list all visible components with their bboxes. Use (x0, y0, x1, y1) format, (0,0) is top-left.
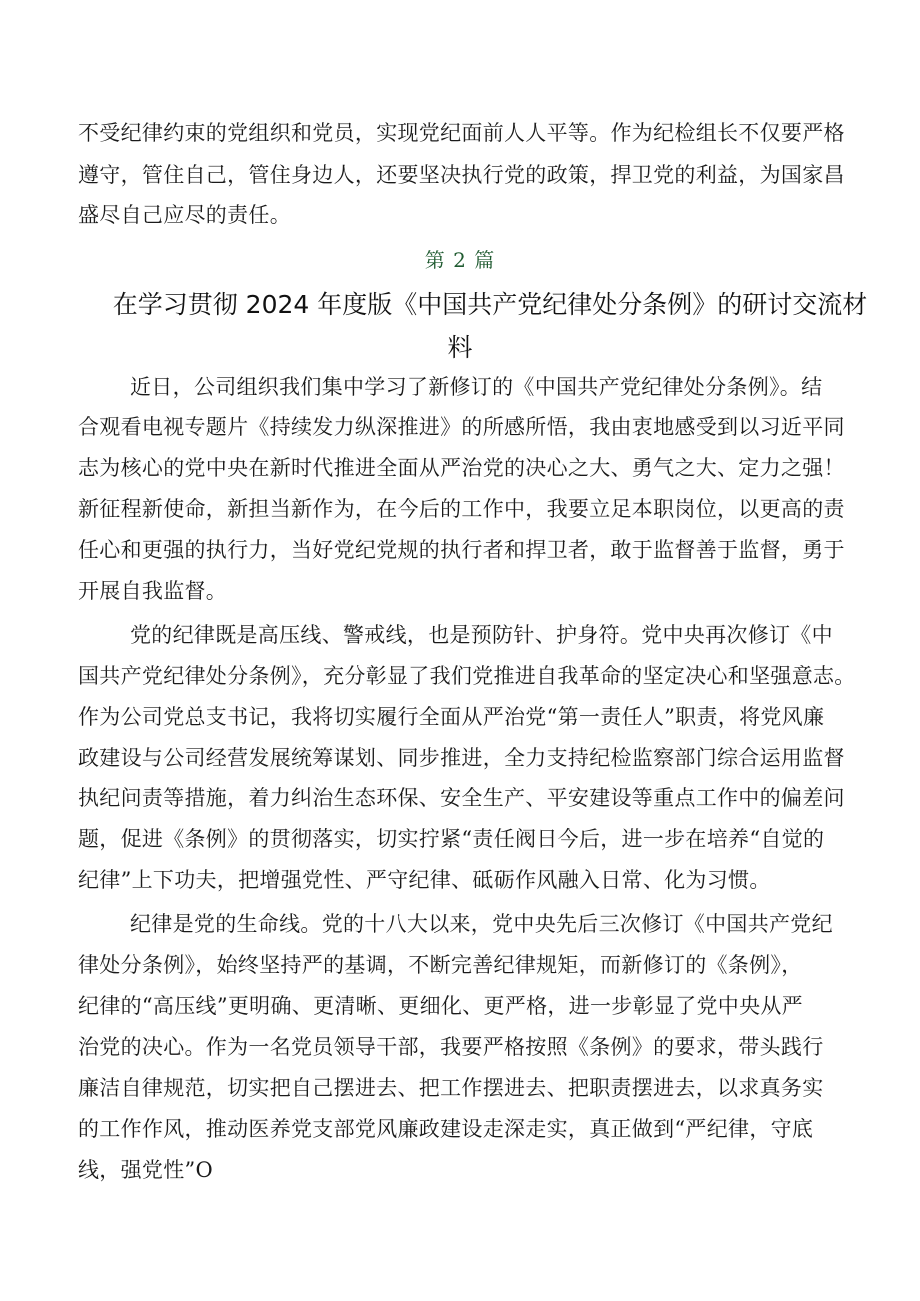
paragraph-line: 纪律是党的生命线。党的十八大以来，党中央先后三次修订《中国共产党纪 (130, 912, 833, 936)
paragraph-line: 合观看电视专题片《持续发力纵深推进》的所感所悟，我由衷地感受到以习近平同 (78, 415, 845, 439)
paragraph-line: 题，促进《条例》的贯彻落实，切实拧紧“责任阀日今后，进一步在培养“自觉的 (78, 827, 825, 851)
paragraph-line: 任心和更强的执行力，当好党纪党规的执行者和捍卫者，敢于监督善于监督，勇于 (78, 538, 845, 562)
paragraph-line: 纪律的“高压线”更明确、更清晰、更细化、更严格，进一步彰显了党中央从严 (78, 994, 803, 1018)
paragraph-line: 国共产党纪律处分条例》，充分彰显了我们党推进自我革命的坚定决心和坚强意志。 (78, 664, 856, 688)
paragraph-line: 不受纪律约束的党组织和党员，实现党纪面前人人平等。作为纪检组长不仅要严格 (78, 121, 845, 145)
paragraph-line: 的工作作风，推动医养党支部党风廉政建设走深走实，真正做到“严纪律，守底 (78, 1117, 814, 1141)
paragraph-line: 新征程新使命，新担当新作为，在今后的工作中，我要立足本职岗位，以更高的责 (78, 497, 845, 521)
paragraph-line: 盛尽自己应尽的责任。 (78, 203, 291, 227)
paragraph-line: 治党的决心。作为一名党员领导干部，我要严格按照《条例》的要求，带头践行 (78, 1035, 824, 1059)
paragraph-line: 律处分条例》，始终坚持严的基调，不断完善纪律规矩，而新修订的《条例》， (78, 953, 803, 977)
paragraph-line: 近日，公司组织我们集中学习了新修订的《中国共产党纪律处分条例》。结 (130, 375, 823, 399)
paragraph-line: 廉洁自律规范，切实把自己摆进去、把工作摆进去、把职责摆进去，以求真务实 (78, 1076, 824, 1100)
document-title-continued: 料 (447, 333, 473, 362)
document-title: 在学习贯彻 2024 年度版《中国共产党纪律处分条例》的研讨交流材 (112, 290, 868, 319)
paragraph-line: 执纪问责等措施，着力纠治生态环保、安全生产、平安建设等重点工作中的偏差问 (78, 786, 845, 810)
paragraph-line: 党的纪律既是高压线、警戒线，也是预防针、护身符。党中央再次修订《中 (130, 623, 833, 647)
paragraph-line: 线，强党性”O (78, 1158, 214, 1182)
section-label: 第 2 篇 (424, 248, 496, 272)
paragraph-line: 开展自我监督。 (78, 579, 228, 603)
paragraph-line: 纪律”上下功夫，把增强党性、严守纪律、砥砺作风融入日常、化为习惯。 (78, 868, 771, 892)
paragraph-line: 政建设与公司经营发展统筹谋划、同步推进，全力支持纪检监察部门综合运用监督 (78, 746, 845, 770)
paragraph-line: 遵守，管住自己，管住身边人，还要坚决执行党的政策，捍卫党的利益，为国家昌 (78, 163, 845, 187)
paragraph-line: 志为核心的党中央在新时代推进全面从严治党的决心之大、勇气之大、定力之强！ (78, 456, 845, 480)
paragraph-line: 作为公司党总支书记，我将切实履行全面从严治党“第一责任人”职责，将党风廉 (78, 705, 825, 729)
